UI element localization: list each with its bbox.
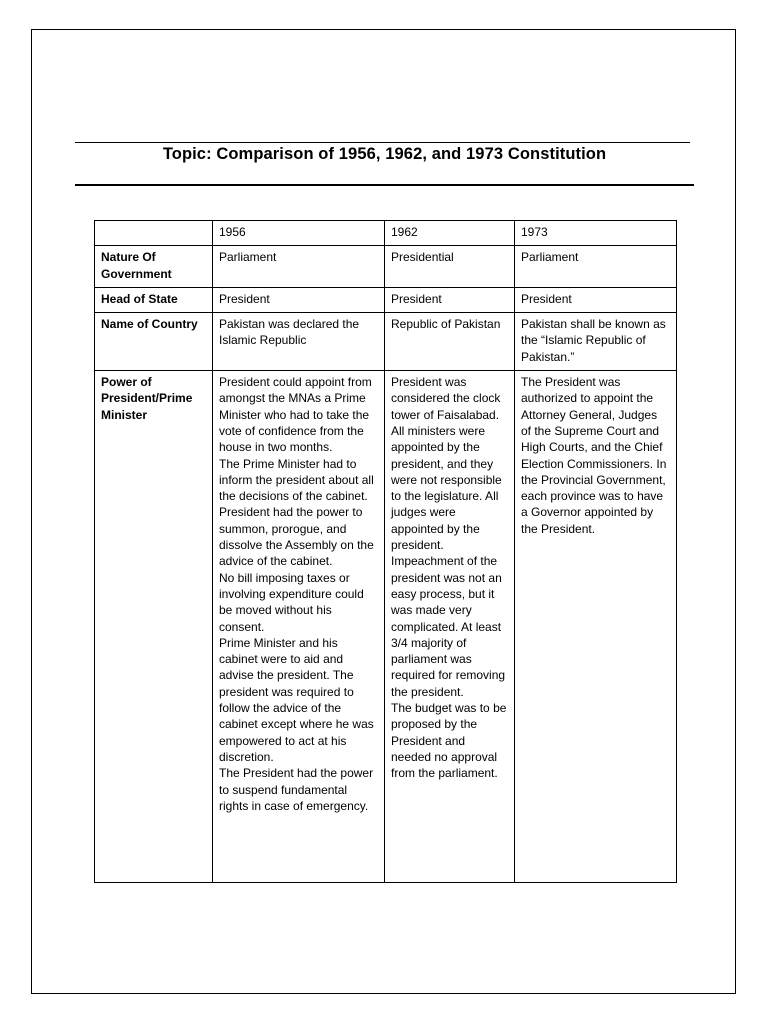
cell-1956-power	[213, 371, 385, 883]
paragraph: The President was authorized to appoint the Attorney General, Judges of the Supreme Court and High Courts, and the Chief Election Commissioners. In the Provincial Government, each province was to have a Governor appointed by the President.	[521, 375, 667, 536]
table-row	[95, 313, 677, 371]
table-row	[95, 287, 677, 312]
comparison-table	[94, 220, 677, 883]
paragraph: The Prime Minister had to inform the president about all the decisions of the cabinet.	[219, 456, 374, 504]
table-row	[95, 371, 677, 883]
paragraph: President could appoint from amongst the MNAs a Prime Minister who had to take the vote of confidence from the house in two months.	[219, 375, 372, 455]
cell-1956-name-of-country: Pakistan was declared the Islamic Republic	[213, 313, 385, 371]
row-label-power-of-president: Power of President/Prime Minister	[95, 371, 213, 883]
paragraph: President had the power to summon, prorogue, and dissolve the Assembly on the advice of the cabinet.	[219, 505, 374, 569]
row-label-head-of-state: Head of State	[95, 287, 213, 312]
paragraph: Impeachment of the president was not an easy process, but it was made very complicated. At least 3/4 majority of parliament was required for removing the president.	[391, 554, 506, 699]
cell-1962-power	[385, 371, 515, 883]
cell-1973-name-of-country: Pakistan shall be known as the “Islamic Republic of Pakistan.”	[515, 313, 677, 371]
title-top-rule	[75, 142, 690, 143]
row-label-nature-of-government: Nature Of Government	[95, 246, 213, 288]
cell-1956-nature: Parliament	[213, 246, 385, 288]
cell-1962-name-of-country: Republic of Pakistan	[385, 313, 515, 371]
cell-1962-head-of-state: President	[385, 287, 515, 312]
cell-1973-head-of-state: President	[515, 287, 677, 312]
paragraph: The President had the power to suspend fundamental rights in case of emergency.	[219, 766, 374, 813]
cell-1962-nature: Presidential	[385, 246, 515, 288]
title-bottom-rule	[75, 184, 694, 186]
document-title: Topic: Comparison of 1956, 1962, and 1973 Constitution	[162, 145, 607, 163]
paragraph: President was considered the clock tower of Faisalabad. All ministers were appointed by the president, and they were not responsible to the legislature. All judges were appointed by the president.	[391, 375, 502, 553]
row-label-name-of-country: Name of Country	[95, 313, 213, 371]
cell-1973-power	[515, 371, 677, 883]
table-header-row	[95, 221, 677, 246]
table-row	[95, 246, 677, 288]
column-header-blank	[95, 221, 213, 246]
cell-1973-nature: Parliament	[515, 246, 677, 288]
paragraph: Prime Minister and his cabinet were to aid and advise the president. The president was required to follow the advice of the cabinet except where he was empowered to act at his discretion.	[219, 635, 374, 764]
column-header-1956: 1956	[213, 221, 385, 246]
paragraph: No bill imposing taxes or involving expenditure could be moved without his consent.	[219, 570, 364, 634]
column-header-1973: 1973	[515, 221, 677, 246]
cell-1956-head-of-state: President	[213, 287, 385, 312]
paragraph: The budget was to be proposed by the President and needed no approval from the parliament.	[391, 701, 507, 781]
column-header-1962: 1962	[385, 221, 515, 246]
